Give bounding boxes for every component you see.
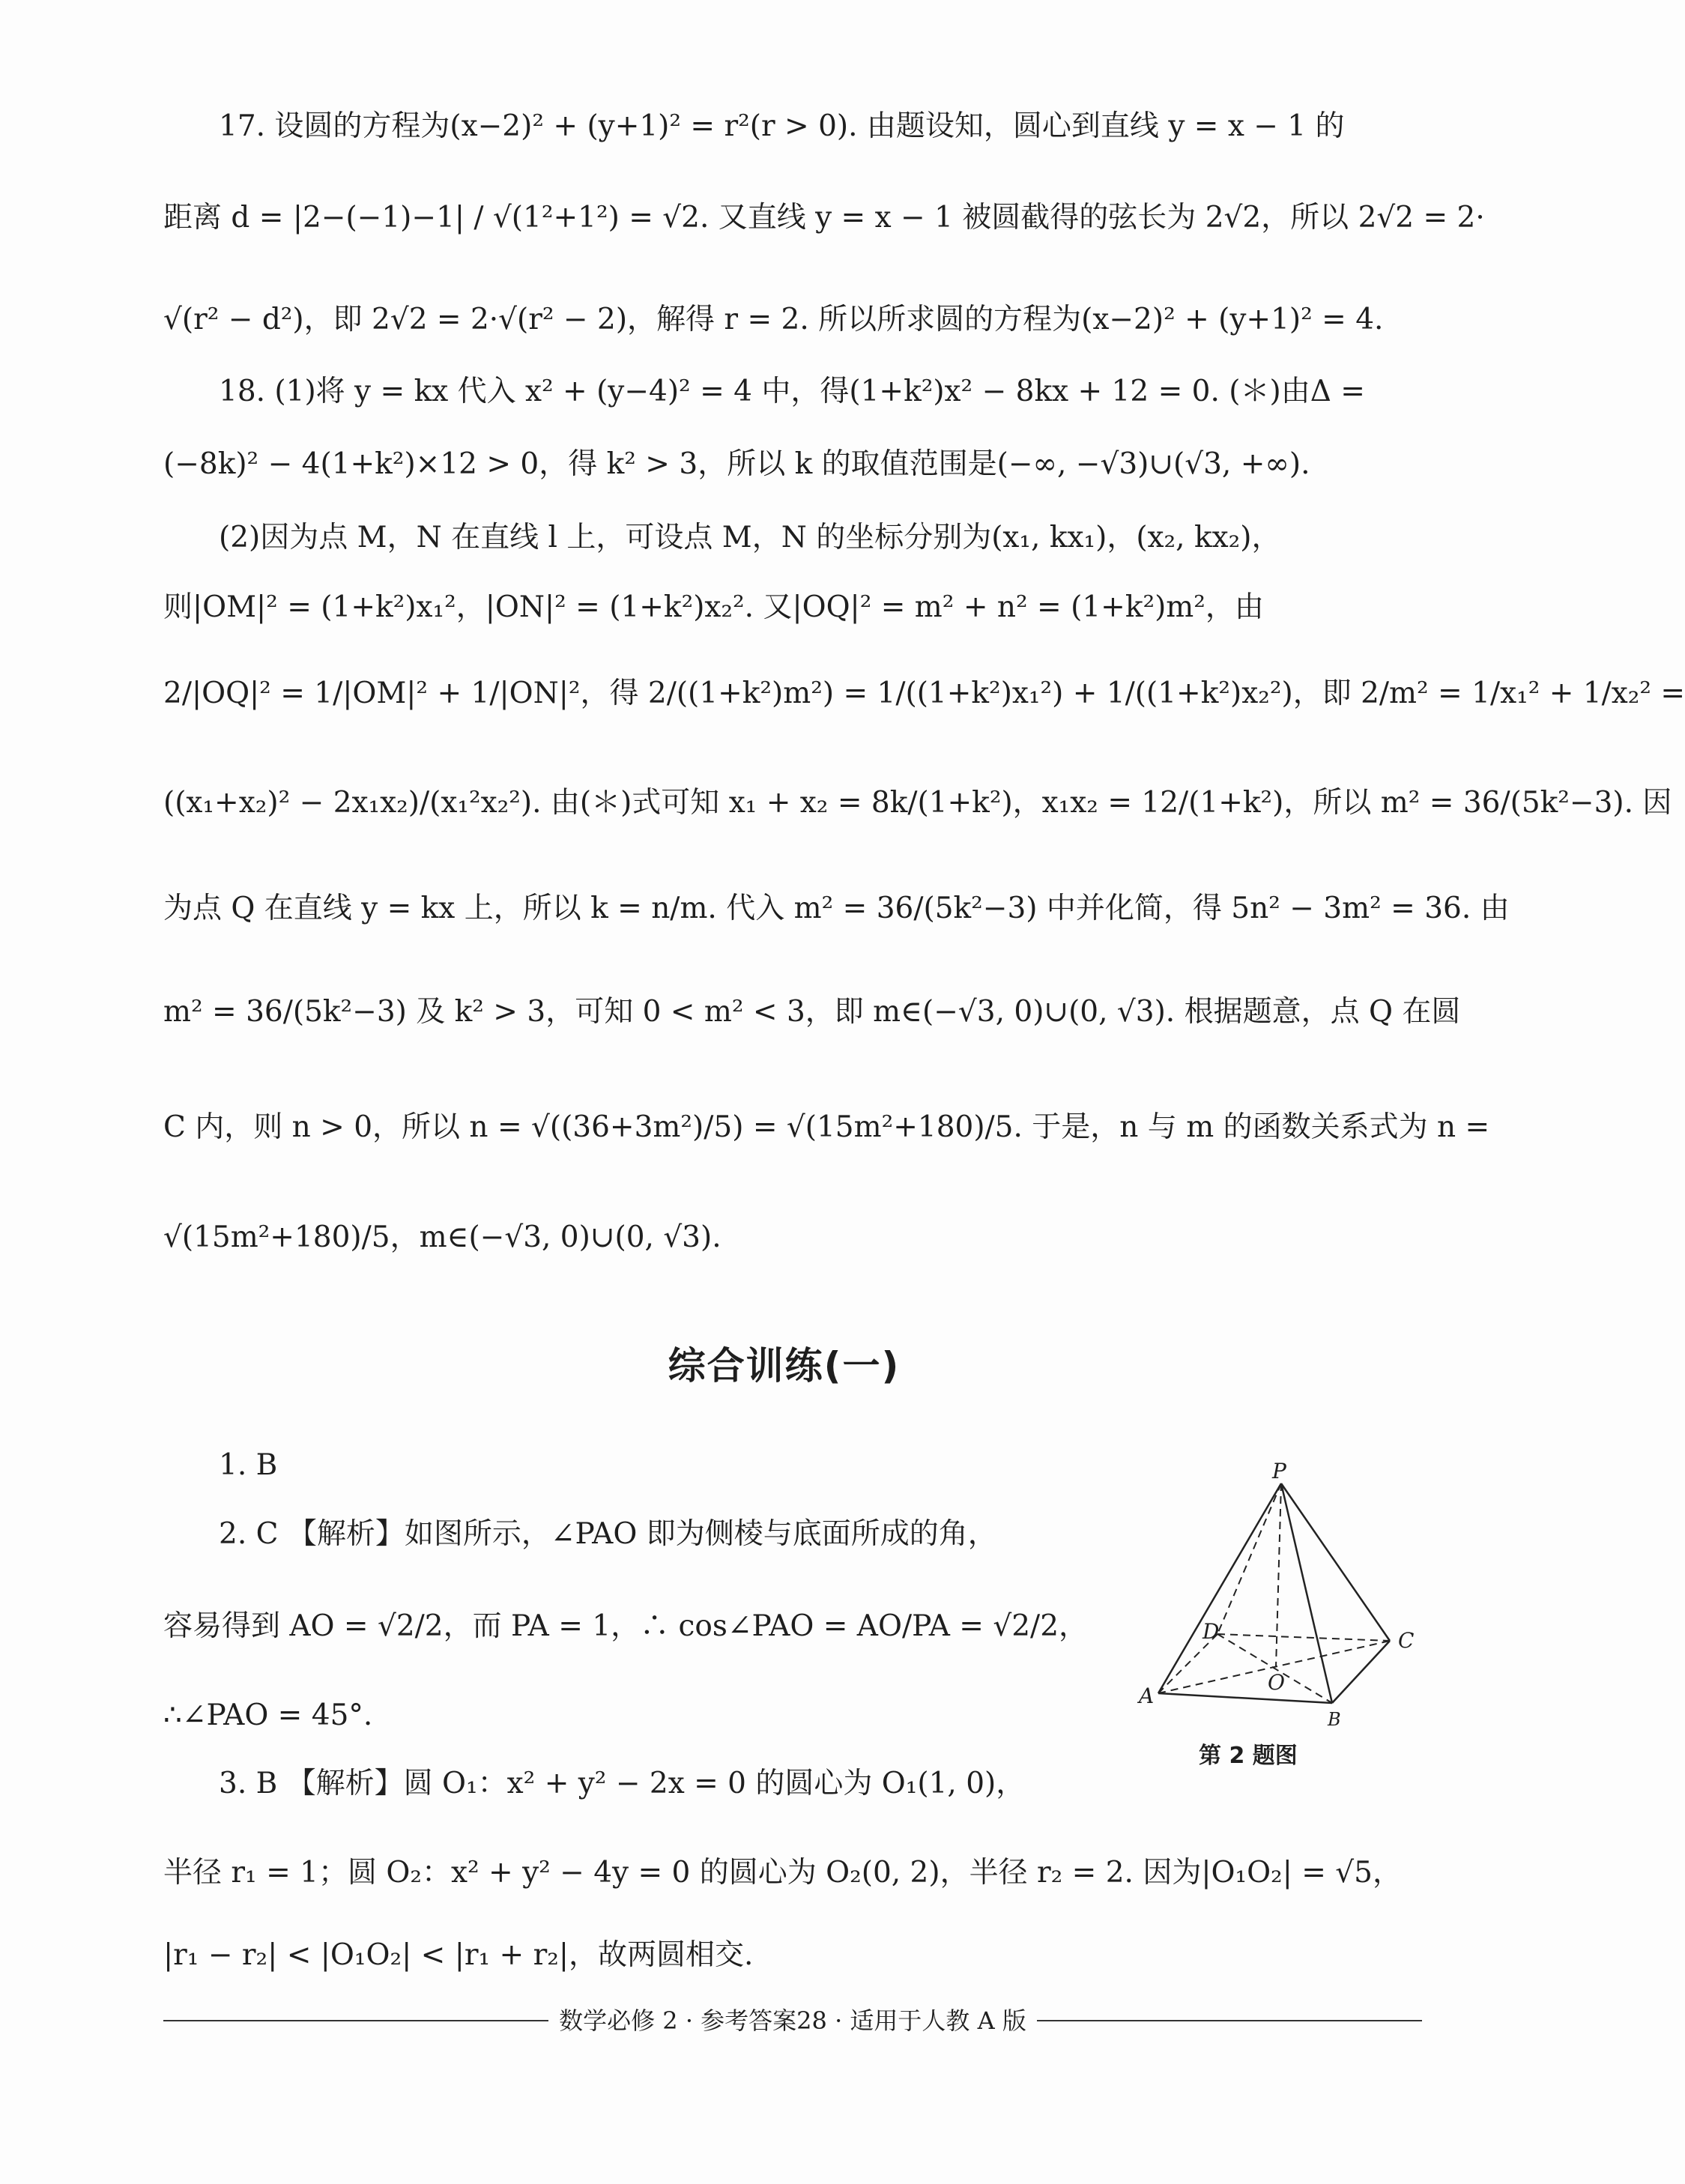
q17-line-1: 17. 设圆的方程为(x−2)² + (y+1)² = r²(r > 0). 由题设知，圆心到直线 y = x − 1 的: [219, 109, 1345, 143]
edge-pd: [1217, 1483, 1281, 1634]
section-title: 综合训练(一): [668, 1344, 901, 1388]
q18-line-6: ((x₁+x₂)² − 2x₁x₂)/(x₁²x₂²). 由(＊)式可知 x₁ + x₂ = 8k/(1+k²)，x₁x₂ = 12/(1+k²)，所以 m² = 36/(5k²−3). 因: [163, 786, 1672, 820]
answer-2-line-1: 2. C 【解析】如图所示，∠PAO 即为侧棱与底面所成的角，: [219, 1517, 997, 1551]
q18-line-7: 为点 Q 在直线 y = kx 上，所以 k = n/m. 代入 m² = 36/(5k²−3) 中并化简，得 5n² − 3m² = 36. 由: [163, 892, 1510, 925]
answer-2-line-3: ∴∠PAO = 45°.: [163, 1699, 373, 1732]
q18-line-3: (2)因为点 M，N 在直线 l 上，可设点 M，N 的坐标分别为(x₁, kx₁)，(x₂, kx₂)，: [219, 521, 1281, 554]
label-c: C: [1398, 1628, 1415, 1653]
q18-line-9: C 内，则 n > 0，所以 n = √((36+3m²)/5) = √(15m²+180)/5. 于是，n 与 m 的函数关系式为 n =: [163, 1110, 1490, 1144]
edge-bc: [1332, 1641, 1390, 1703]
answer-2-line-2: 容易得到 AO = √2/2，而 PA = 1，∴ cos∠PAO = AO/PA = √2/2，: [163, 1609, 1089, 1643]
label-b: B: [1328, 1709, 1341, 1730]
label-p: P: [1272, 1459, 1286, 1483]
edge-ab: [1158, 1693, 1332, 1703]
answer-1: 1. B: [219, 1448, 278, 1482]
edge-dc: [1217, 1634, 1390, 1641]
q18-line-10: √(15m²+180)/5，m∈(−√3, 0)∪(0, √3).: [163, 1220, 722, 1254]
page-footer: [163, 1999, 1422, 2044]
footer-text: 数学必修 2 · 参考答案28 · 适用于人教 A 版: [548, 2006, 1037, 2035]
q17-line-3: √(r² − d²)，即 2√2 = 2·√(r² − 2)，解得 r = 2. 所以所求圆的方程为(x−2)² + (y+1)² = 4.: [163, 303, 1384, 336]
q18-line-5: 2/|OQ|² = 1/|OM|² + 1/|ON|²，得 2/((1+k²)m²) = 1/((1+k²)x₁²) + 1/((1+k²)x₂²)，即 2/m² = 1/x₁² + 1/x₂² =: [163, 677, 1685, 710]
pyramid-figure: [1131, 1459, 1424, 1730]
q18-line-2: (−8k)² − 4(1+k²)×12 > 0，得 k² > 3，所以 k 的取值范围是(−∞, −√3)∪(√3, +∞).: [163, 447, 1310, 481]
label-a: A: [1139, 1684, 1155, 1708]
answer-3-line-3: |r₁ − r₂| < |O₁O₂| < |r₁ + r₂|，故两圆相交.: [163, 1938, 754, 1972]
height-po: [1276, 1483, 1281, 1667]
q18-line-4: 则|OM|² = (1+k²)x₁²，|ON|² = (1+k²)x₂². 又|OQ|² = m² + n² = (1+k²)m²，由: [163, 590, 1264, 624]
answer-3-line-1: 3. B 【解析】圆 O₁：x² + y² − 2x = 0 的圆心为 O₁(1, 0)，: [219, 1767, 1026, 1800]
q18-line-1: 18. (1)将 y = kx 代入 x² + (y−4)² = 4 中，得(1+k²)x² − 8kx + 12 = 0. (＊)由Δ =: [219, 375, 1365, 408]
edge-pb: [1281, 1483, 1332, 1703]
label-d: D: [1203, 1619, 1220, 1644]
label-o: O: [1268, 1670, 1285, 1695]
q17-line-2: 距离 d = |2−(−1)−1| / √(1²+1²) = √2. 又直线 y = x − 1 被圆截得的弦长为 2√2，所以 2√2 = 2·: [163, 201, 1485, 235]
figure-caption: 第 2 题图: [1199, 1743, 1298, 1769]
answer-3-line-2: 半径 r₁ = 1；圆 O₂：x² + y² − 4y = 0 的圆心为 O₂(0, 2)，半径 r₂ = 2. 因为|O₁O₂| = √5，: [163, 1856, 1402, 1890]
q18-line-8: m² = 36/(5k²−3) 及 k² > 3，可知 0 < m² < 3，即 m∈(−√3, 0)∪(0, √3). 根据题意，点 Q 在圆: [163, 995, 1461, 1029]
edge-pc: [1281, 1483, 1390, 1641]
